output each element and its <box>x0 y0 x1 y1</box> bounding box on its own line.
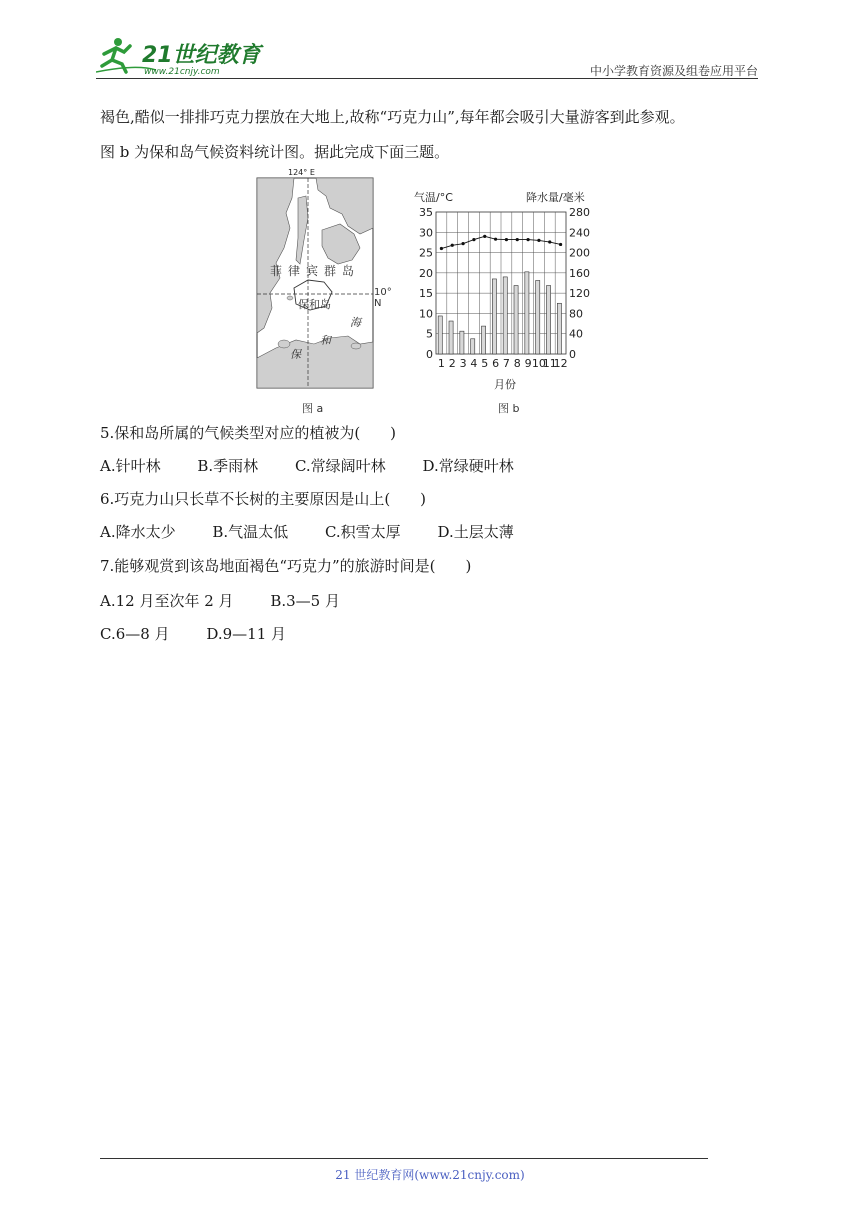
y-right-tick-label: 40 <box>569 327 583 341</box>
precip-bar <box>492 279 496 354</box>
x-tick-label: 8 <box>513 357 521 370</box>
x-tick-label: 12 <box>553 357 568 370</box>
y-right-tick-label: 0 <box>569 348 576 361</box>
q5-option-c[interactable]: C.常绿阔叶林 <box>294 457 386 475</box>
x-tick-label: 6 <box>492 357 500 370</box>
temperature-point <box>559 243 562 246</box>
map-label-fei: 菲 <box>270 264 283 278</box>
svg-text:www.21cnjy.com: www.21cnjy.com <box>144 67 220 77</box>
x-tick-label: 5 <box>481 357 489 370</box>
precip-bar <box>449 321 453 354</box>
q6-option-b[interactable]: B.气温太低 <box>212 523 289 541</box>
map-label-bohol: 保和岛 <box>298 298 331 311</box>
q7-option-b[interactable]: B.3—5 月 <box>270 592 340 610</box>
y-left-title: 气温/°C <box>414 191 453 204</box>
precip-bar <box>438 316 442 354</box>
q5-option-d[interactable]: D.常绿硬叶林 <box>422 457 514 475</box>
q7-option-c[interactable]: C.6—8 月 <box>100 625 170 643</box>
q5-option-b[interactable]: B.季雨林 <box>197 457 259 475</box>
y-left-tick-label: 25 <box>419 246 433 260</box>
x-tick-label: 11 <box>542 357 557 370</box>
x-tick-label: 10 <box>531 357 546 370</box>
map-label-bao: 保 <box>290 348 301 361</box>
longitude-label: 124° E <box>288 168 315 177</box>
map-label-sea: 海 <box>350 316 361 329</box>
precip-bar <box>482 326 486 354</box>
q6-option-d[interactable]: D.土层太薄 <box>437 523 514 541</box>
temperature-point <box>461 242 464 245</box>
y-left-tick-label: 15 <box>419 287 433 301</box>
intro-line-1: 褐色,酷似一排排巧克力摆放在大地上,故称“巧克力山”,每年都会吸引大量游客到此参观。 <box>100 108 685 126</box>
y-left-tick-label: 10 <box>419 307 433 321</box>
map-label-he: 和 <box>320 334 331 347</box>
svg-text:21世纪教育: 21世纪教育 <box>142 43 261 68</box>
precip-bar <box>471 339 475 354</box>
question-7: 7.能够观赏到该岛地面褐色“巧克力”的旅游时间是( ) <box>100 557 472 575</box>
header-divider <box>96 78 758 79</box>
q6-option-a[interactable]: A.降水太少 <box>100 523 176 541</box>
question-5-options <box>100 455 546 477</box>
y-right-tick-label: 200 <box>569 246 590 260</box>
page-header <box>96 34 758 78</box>
logo <box>96 34 266 78</box>
x-tick-label: 9 <box>524 357 532 370</box>
y-right-tick-label: 160 <box>569 266 590 280</box>
map-label-lv: 律 <box>288 264 301 278</box>
q7-option-a[interactable]: A.12 月至次年 2 月 <box>100 592 234 610</box>
temperature-point <box>483 235 486 238</box>
temperature-point <box>505 238 508 241</box>
figure-b-chart <box>412 168 612 415</box>
climate-chart-svg <box>412 168 612 398</box>
temperature-point <box>537 239 540 242</box>
y-left-tick-label: 20 <box>419 266 433 280</box>
x-tick-label: 2 <box>448 357 456 370</box>
map-label-dao: 岛 <box>342 264 355 278</box>
q5-option-a[interactable]: A.针叶林 <box>100 457 161 475</box>
question-6: 6.巧克力山只长草不长树的主要原因是山上( ) <box>100 490 427 508</box>
x-tick-label: 7 <box>502 357 510 370</box>
precip-bar <box>557 303 561 354</box>
question-5: 5.保和岛所属的气候类型对应的植被为( ) <box>100 424 397 442</box>
precip-bar <box>503 277 507 354</box>
figure-a-map <box>256 168 392 415</box>
precip-bar <box>547 286 551 354</box>
precip-bar <box>525 272 529 354</box>
y-right-title: 降水量/毫米 <box>526 191 585 204</box>
y-right-tick-label: 280 <box>569 206 590 219</box>
map-label-bin: 宾 <box>306 264 319 278</box>
temperature-point <box>526 238 529 241</box>
question-7-options-row2 <box>100 623 318 645</box>
platform-name: 中小学教育资源及组卷应用平台 <box>589 64 758 78</box>
temperature-point <box>548 240 551 243</box>
intro-line-2: 图 b 为保和岛气候资料统计图。据此完成下面三题。 <box>100 143 450 161</box>
precip-bar <box>460 331 464 354</box>
q7-option-d[interactable]: D.9—11 月 <box>206 625 287 643</box>
temperature-point <box>451 244 454 247</box>
x-tick-label: 3 <box>459 357 467 370</box>
precip-bar <box>514 286 518 354</box>
x-tick-label: 1 <box>437 357 445 370</box>
temperature-point <box>440 247 443 250</box>
y-right-tick-label: 240 <box>569 226 590 240</box>
question-7-options-row1 <box>100 590 372 612</box>
y-left-tick-label: 5 <box>426 327 433 341</box>
y-left-tick-label: 30 <box>419 226 433 240</box>
y-right-tick-label: 80 <box>569 307 583 321</box>
x-axis-title: 月份 <box>494 378 516 391</box>
figure-b-caption: 图 b <box>498 402 520 415</box>
precip-bar <box>536 280 540 354</box>
latitude-label: 10° N <box>374 287 392 309</box>
y-left-tick-label: 0 <box>426 348 433 361</box>
q6-option-c[interactable]: C.积雪太厚 <box>324 523 401 541</box>
question-6-options <box>100 521 546 543</box>
footer-divider <box>100 1158 708 1159</box>
y-right-tick-label: 120 <box>569 287 590 301</box>
figure-a-caption: 图 a <box>302 402 324 415</box>
map-label-qun: 群 <box>324 264 337 278</box>
temperature-point <box>494 238 497 241</box>
temperature-point <box>472 238 475 241</box>
temperature-point <box>516 238 519 241</box>
x-tick-label: 4 <box>470 357 478 370</box>
y-left-tick-label: 35 <box>419 206 433 219</box>
footer-text: 21 世纪教育网(www.21cnjy.com) <box>335 1168 525 1182</box>
